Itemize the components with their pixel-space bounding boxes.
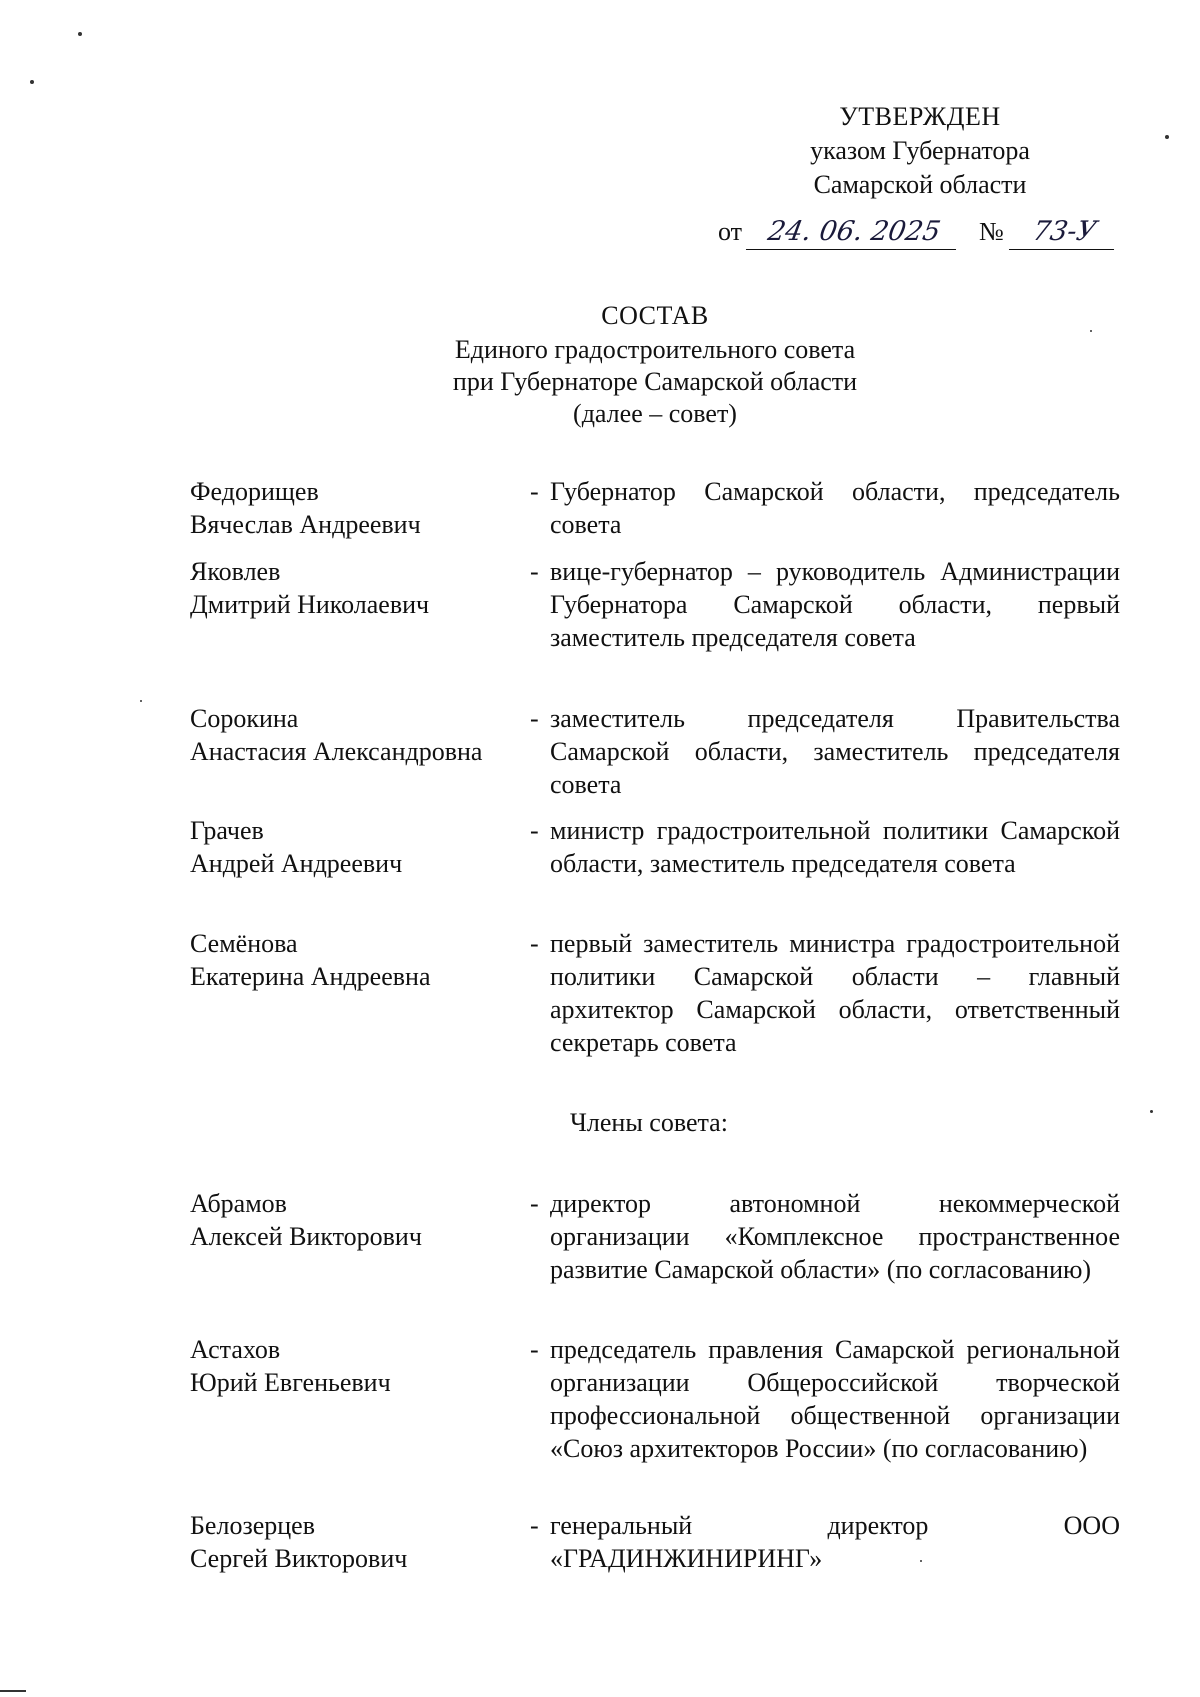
approval-line-2: Самарской области [813, 170, 1027, 199]
member-role: генеральный директор ООО «ГРАДИНЖИНИРИНГ» [550, 1511, 1120, 1573]
member-dash: - [530, 477, 539, 506]
member-dash: - [530, 557, 539, 586]
member-given-name: Сергей Викторович [190, 1544, 408, 1573]
scan-speck [920, 1560, 922, 1562]
member-surname: Федорищев [190, 477, 319, 506]
member-role: заместитель председателя Правительства Самарской области, заместитель председателя совета [550, 704, 1120, 799]
scan-speck [30, 80, 34, 84]
member-name [190, 1187, 530, 1253]
handwritten-date: 24. 06. 2025 [745, 215, 961, 250]
heading-line-3: (далее – совет) [573, 399, 737, 428]
member-surname: Грачев [190, 816, 264, 845]
member-surname: Астахов [190, 1335, 281, 1364]
member-surname: Белозерцев [190, 1511, 315, 1540]
member-dash: - [530, 704, 539, 733]
member-name [190, 702, 530, 768]
scan-speck [1165, 135, 1169, 139]
heading-title: СОСТАВ [601, 301, 709, 330]
member-dash: - [530, 816, 539, 845]
member-dash: - [530, 1189, 539, 1218]
member-surname: Яковлев [190, 557, 281, 586]
member-role: первый заместитель министра градостроительной политики Самарской области – главный архитектор Самарской области, ответственный секретарь совета [550, 929, 1120, 1057]
handwritten-number: 73-У [1009, 215, 1120, 250]
member-name [190, 1333, 530, 1399]
member-given-name: Вячеслав Андреевич [190, 510, 421, 539]
member-given-name: Алексей Викторович [190, 1222, 422, 1251]
scan-speck [1090, 330, 1092, 332]
scan-speck [78, 32, 82, 36]
member-name [190, 555, 530, 621]
member-role: директор автономной некоммерческой организации «Комплексное пространственное развитие Самарской области» (по согласованию) [550, 1189, 1120, 1284]
heading-line-1: Единого градостроительного совета [454, 335, 856, 364]
member-dash: - [530, 1335, 539, 1364]
scan-speck [140, 700, 142, 702]
member-name [190, 1509, 530, 1575]
member-name [190, 927, 530, 993]
member-given-name: Екатерина Андреевна [190, 962, 431, 991]
number-sign: № [979, 217, 1004, 246]
approval-line-1: указом Губернатора [810, 136, 1030, 165]
member-role: вице-губернатор – руководитель Администрации Губернатора Самарской области, первый заместитель председателя совета [550, 557, 1120, 652]
member-surname: Семёнова [190, 929, 298, 958]
member-given-name: Андрей Андреевич [190, 849, 403, 878]
member-surname: Абрамов [190, 1189, 287, 1218]
approval-stamp [720, 100, 1120, 202]
decree-date-line [718, 215, 1117, 250]
scan-speck [1150, 1110, 1153, 1113]
member-surname: Сорокина [190, 704, 299, 733]
member-name [190, 475, 530, 541]
member-given-name: Юрий Евгеньевич [190, 1368, 391, 1397]
heading-line-2: при Губернаторе Самарской области [452, 367, 858, 396]
approval-title: УТВЕРЖДЕН [839, 102, 1001, 131]
member-dash: - [530, 929, 539, 958]
member-role: Губернатор Самарской области, председатель совета [550, 477, 1120, 539]
document-heading [350, 300, 960, 430]
members-heading: Члены совета: [570, 1108, 728, 1137]
member-given-name: Анастасия Александровна [190, 737, 483, 766]
member-name [190, 814, 530, 880]
member-given-name: Дмитрий Николаевич [190, 590, 430, 619]
member-role: председатель правления Самарской региональной организации Общероссийской творческой профессиональной общественной организации «Союз архитекторов России» (по согласованию) [550, 1335, 1120, 1463]
member-role: министр градостроительной политики Самарской области, заместитель председателя совета [550, 816, 1120, 878]
date-prefix: от [718, 217, 743, 246]
scan-edge-mark [0, 1690, 26, 1692]
member-dash: - [530, 1511, 539, 1540]
